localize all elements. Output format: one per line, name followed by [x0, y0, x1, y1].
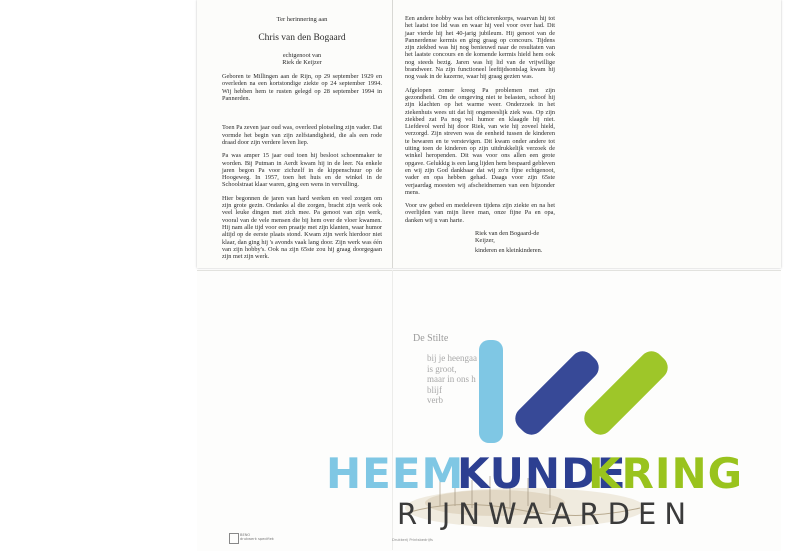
printer-badge-icon: [229, 533, 239, 544]
poem-line: blijf: [427, 384, 442, 395]
hobby-paragraph: Een andere hobby was het officierenkorps, waarvan hij tot het laatst toe lid was en waar hij veel voor over had. Dit jaar vierde hij het 40-jarig jubileum. Hij genoot van de Pannerdense kermis en ging graag op concours. Tijdens zijn ziekbed was hij nog benieuwd naar de resultaten van het laatste concours en de komende kermis hield hem ook nog steeds bezig. Jaren was hij lid van de vrijwillige brandweer. Na zijn functioneel leeftijdsontslag kwam hij nog vaak in de kazerne, waar hij graag gezien was.: [405, 15, 555, 81]
logo-word-kring: KRING: [588, 449, 744, 498]
logo-subtitle: RIJNWAARDEN: [397, 497, 695, 531]
poem-line: bij je heengaa: [427, 353, 477, 363]
spouse-label: echtgenoot van: [282, 51, 322, 59]
illness-paragraph: Afgelopen zomer kreeg Pa problemen met zijn gezondheid. Om de omgeving niet te belasten, schoof hij zijn klachten op het warme weer. Onderzoek in het ziekenhuis wees uit dat hij ongeneeslijk ziek was. Op zijn ziekbed zat Pa nog vol humor en klaagde hij niet. Liefdevol werd hij door Riek, van wie hij zoveel hield, verzorgd. Zijn streven was de eenheid tussen de kinderen te bewaren en te verstevigen. Dit kwam onder andere tot uiting toen de kinderen op zijn uitdrukkelijk verzoek de winkel heropenden. Dit was voor ons allen een grote opgave. Gelukkig is een lang lijden hem bespaard gebleven en wij zijn God dankbaar dat wij zo'n fijne echtgenoot, vader en opa hebben gehad. Daags voor zijn 65ste verjaardag moesten wij afscheidnemen van een bijzonder mens.: [405, 86, 555, 196]
life-paragraph-1: Toen Pa zeven jaar oud was, overleed plotseling zijn vader. Dat vormde het begin van zijn zelfstandigheid, die als een rode draad door zijn verdere leven liep.: [222, 124, 382, 146]
signature-line-1: Riek van den Bogaard-de Keijzer,: [475, 230, 540, 245]
deceased-name: Chris van den Bogaard: [258, 33, 346, 44]
printer-credit: Drukkerij Printsbedrijfs: [392, 538, 433, 542]
spouse-name: Riek de Keijzer: [282, 58, 322, 66]
logo-word-kunde: KUNDE: [457, 449, 627, 498]
printer-badge-text: [240, 533, 274, 541]
birth-death-paragraph: Geboren te Millingen aan de Rijn, op 29 september 1929 en overleden na een kortstondige ziekte op 24 september 1994. Wij hebben hem te rusten gelegd op 28 september 1994 in Pannerden.: [222, 73, 382, 103]
thanks-paragraph: Voor uw gebed en medeleven tijdens zijn ziekte en na het overlijden van mijn lieve man, onze fijne Pa en opa, danken wij u van harte.: [405, 202, 555, 224]
poem-line: is groot,: [427, 363, 457, 374]
life-paragraph-2: Pa was amper 15 jaar oud toen hij besloot schoenmaker te worden. Bij Putman in Aerdt kwam hij in de leer. Na enkele jaren begon Pa voor zichzelf in de kippenschuur op de Hoogeweg. In 1957, toen het huis en de winkel in de Schoolstraat klaar waren, ging een wens in vervulling.: [222, 152, 382, 189]
life-paragraph-3: Hier begonnen de jaren van hard werken en veel zorgen om zijn grote gezin. Ondanks al die zorgen, bracht zijn werk ook veel leuke dingen met zich mee. Pa genoot van zijn werk, vooral van de vele mensen die bij hem over de vloer kwamen. Hij nam alle tijd voor een praatje met zijn klanten, waar humor altijd op de eerste plaats stond. Kwam zijn werk hierdoor niet klaar, dan ging hij 's avonds vaak lang door. Zijn werk was één van zijn hobby's. Ook na zijn 65ste zou hij graag doorgegaan zijn met zijn werk.: [222, 194, 382, 261]
in-memory-heading: Ter herinnering aan: [276, 16, 328, 23]
badge-line: drukwerk specifiek: [240, 537, 274, 541]
logo-word-heem: HEEM: [326, 449, 465, 498]
poem-line: verb: [427, 395, 443, 405]
poem-line: maar in ons h: [427, 374, 476, 384]
logo-light-blue-bar: [479, 340, 503, 443]
badge-line: BENO: [240, 533, 251, 537]
signature-line-2: kinderen en kleinkinderen.: [475, 246, 543, 254]
poem-title: De Stilte: [413, 333, 449, 344]
